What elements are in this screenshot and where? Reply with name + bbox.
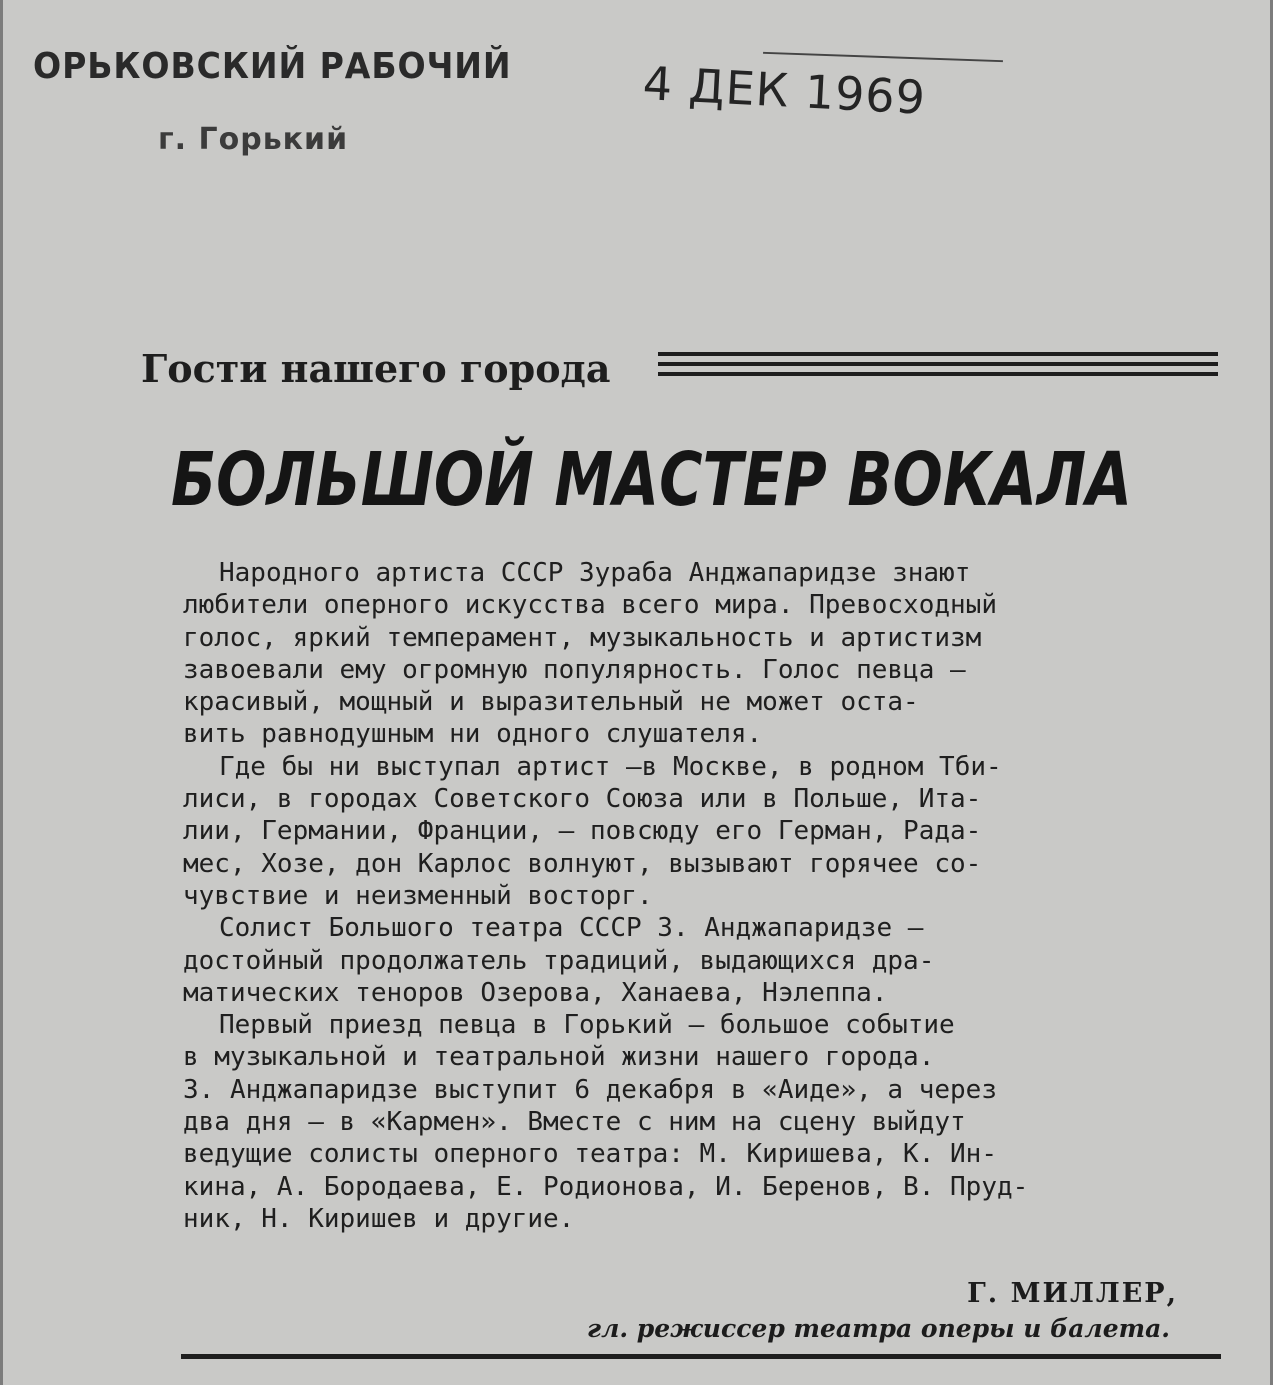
article-line: лиси, в городах Советского Союза или в Польше, Ита- <box>183 784 982 815</box>
article-line: кина, А. Бородаева, Е. Родионова, И. Беренов, В. Пруд- <box>183 1171 1029 1202</box>
date-stamp: 4 ДЕК 1969 <box>641 56 928 125</box>
bottom-rule <box>181 1354 1221 1359</box>
article-line: Первый приезд певца в Горький — большое событие <box>219 1010 955 1041</box>
article-line: лии, Германии, Франции, — повсюду его Герман, Рада- <box>183 816 982 847</box>
city-stamp: г. Горький <box>158 122 349 157</box>
article-line: голос, яркий темперамент, музыкальность и артистизм <box>183 622 982 653</box>
article-line: вить равнодушным ни одного слушателя. <box>183 719 763 750</box>
date-stamp-line <box>763 52 1003 62</box>
article-line: два дня — в «Кармен». Вместе с ним на сцену выйдут <box>183 1107 966 1138</box>
article-line: достойный продолжатель традиций, выдающихся дра- <box>183 945 935 976</box>
article-line: мес, Хозе, дон Карлос волнуют, вызывают горячее со- <box>183 848 982 879</box>
article-line: Где бы ни выступал артист —в Москве, в родном Тби- <box>219 751 1002 782</box>
rule-line <box>658 352 1218 356</box>
article-body <box>183 557 1223 1235</box>
author-title: гл. режиссер театра оперы и балета. <box>587 1314 1170 1343</box>
article-line: ведущие солисты оперного театра: М. Киришева, К. Ин- <box>183 1139 997 1170</box>
rubric-title: Гости нашего города <box>141 346 611 391</box>
article-line: красивый, мощный и выразительный не может оста- <box>183 687 919 718</box>
article-line: в музыкальной и театральной жизни нашего города. <box>183 1042 935 1073</box>
article-line: завоевали ему огромную популярность. Голос певца — <box>183 654 966 685</box>
article-line: Солист Большого театра СССР З. Анджапаридзе — <box>219 913 924 944</box>
article-headline: БОЛЬШОЙ МАСТЕР ВОКАЛА <box>171 437 1132 523</box>
rule-line <box>658 372 1218 376</box>
rubric-rules <box>658 352 1218 382</box>
article-line: ник, Н. Киришев и другие. <box>183 1203 575 1234</box>
article-line: матических теноров Озерова, Ханаева, Нэлеппа. <box>183 977 888 1008</box>
article-line: Народного артиста СССР Зураба Анджапаридзе знают <box>219 558 971 588</box>
article-line: З. Анджапаридзе выступит 6 декабря в «Аиде», а через <box>183 1074 997 1105</box>
article-line: любители оперного искусства всего мира. Превосходный <box>183 590 997 621</box>
author-name: Г. МИЛЛЕР, <box>967 1278 1178 1309</box>
article-line: чувствие и неизменный восторг. <box>183 880 653 911</box>
rule-line <box>658 362 1218 366</box>
newspaper-name-stamp: ОРЬКОВСКИЙ РАБОЧИЙ <box>33 46 512 87</box>
